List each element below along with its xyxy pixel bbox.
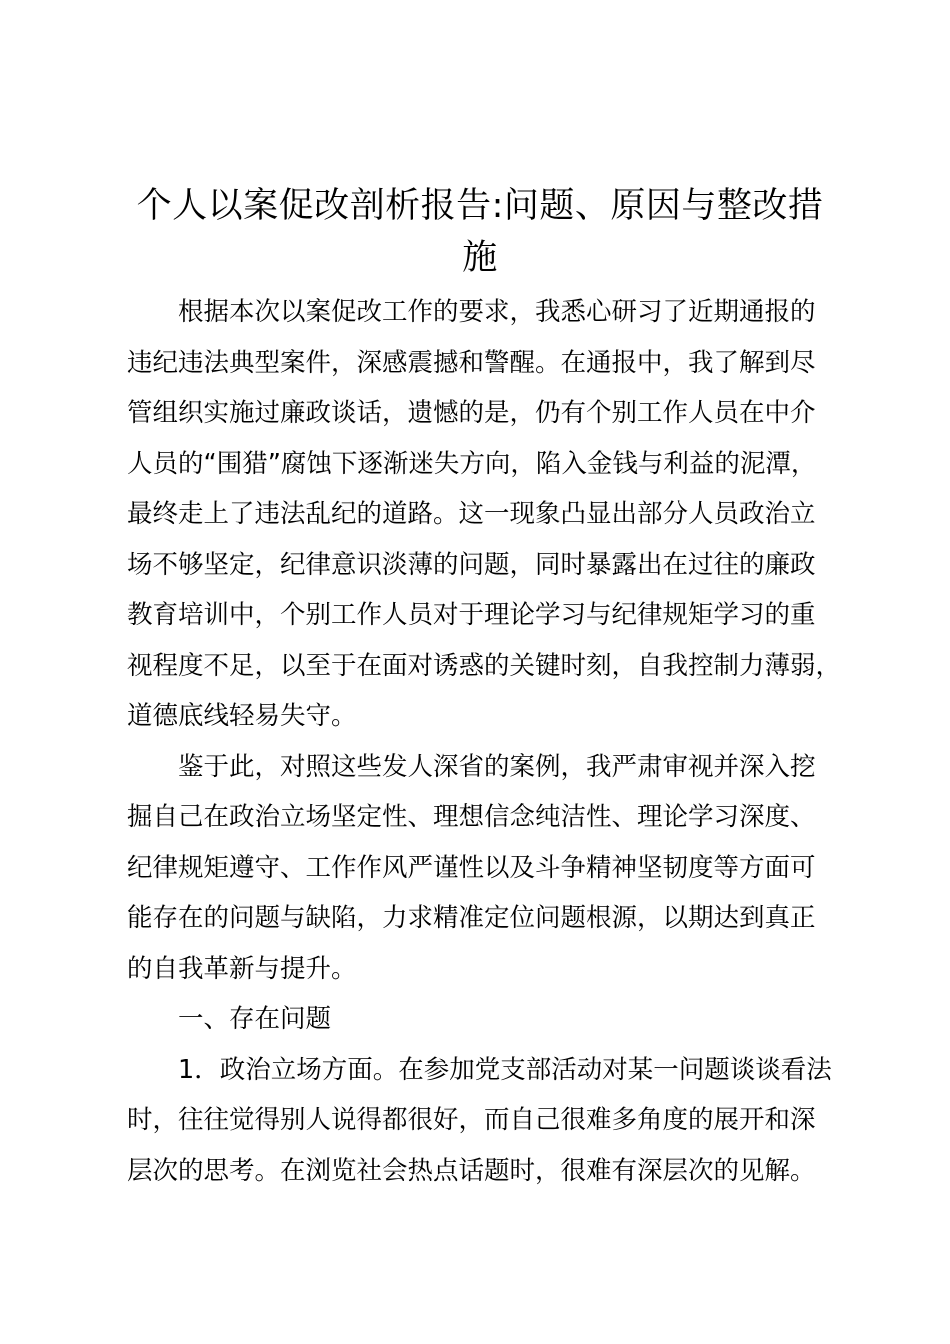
text-line: 层次的思考。在浏览社会热点话题时，很难有深层次的见解。 xyxy=(127,1155,816,1186)
text-line: 纪律规矩遵守、工作作风严谨性以及斗争精神坚韧度等方面可 xyxy=(127,852,816,883)
paragraph-reflection xyxy=(127,742,832,995)
text-line: 管组织实施过廉政谈话，遗憾的是，仍有个别工作人员在中介 xyxy=(127,398,816,428)
text-line: 时，往往觉得别人说得都很好，而自己很难多角度的展开和深 xyxy=(127,1105,816,1135)
text-line: 场不够坚定，纪律意识淡薄的问题，同时暴露出在过往的廉政 xyxy=(127,549,816,580)
text-line: 最终走上了违法乱纪的道路。这一现象凸显出部分人员政治立 xyxy=(127,499,816,529)
paragraph-political-stance xyxy=(127,1045,832,1197)
text-line: 1．政治立场方面。在参加党支部活动对某一问题谈谈看法 xyxy=(178,1054,832,1085)
text-line: 根据本次以案促改工作的要求，我悉心研习了近期通报的 xyxy=(178,297,816,327)
text-line: 能存在的问题与缺陷，力求精准定位问题根源，以期达到真正 xyxy=(127,903,816,933)
section-heading: 一、存在问题 xyxy=(178,1004,332,1034)
document-title xyxy=(110,180,850,284)
text-line: 的自我革新与提升。 xyxy=(127,953,357,984)
text-line: 掘自己在政治立场坚定性、理想信念纯洁性、理论学习深度、 xyxy=(127,802,816,832)
text-line: 教育培训中，个别工作人员对于理论学习与纪律规矩学习的重 xyxy=(127,600,816,630)
paragraph-intro xyxy=(127,287,842,742)
text-line: 人员的“围猎”腐蚀下逐渐迷失方向，陷入金钱与利益的泥潭， xyxy=(127,448,817,479)
text-line: 道德底线轻易失守。 xyxy=(127,701,357,731)
document-body xyxy=(127,287,842,1196)
text-line: 鉴于此，对照这些发人深省的案例，我严肃审视并深入挖 xyxy=(178,751,816,782)
title-line: 个人以案促改剖析报告:问题、原因与整改措 xyxy=(136,186,824,226)
text-line: 视程度不足，以至于在面对诱惑的关键时刻，自我控制力薄弱， xyxy=(127,650,842,681)
title-line: 施 xyxy=(462,238,498,278)
text-line: 违纪违法典型案件，深感震撼和警醒。在通报中，我了解到尽 xyxy=(127,347,816,378)
section-heading-problems xyxy=(127,994,832,1045)
